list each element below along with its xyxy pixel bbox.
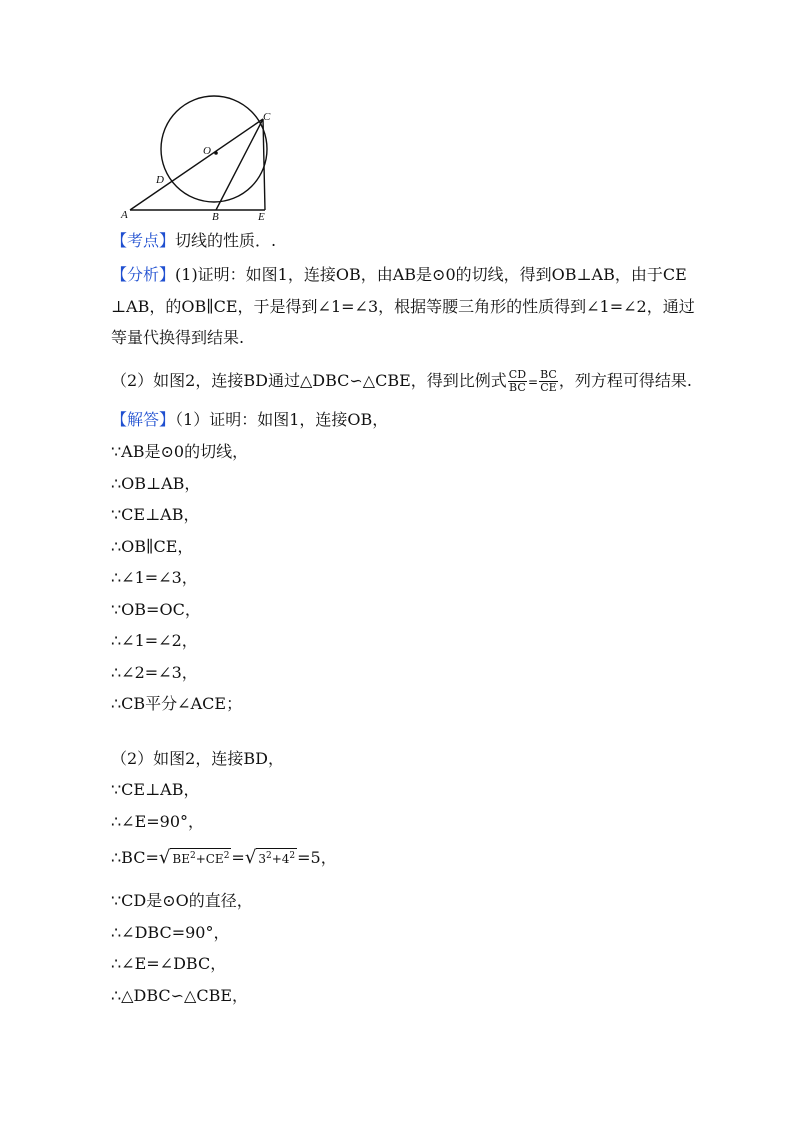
jieda-line-1 (111, 410, 388, 430)
exp-4: 2 (289, 851, 296, 861)
geometry-figure (112, 92, 292, 227)
bc-pre: ∴BC= (111, 848, 159, 867)
sqrt-plus-4: +4 (271, 852, 290, 866)
frac2-den: CE (540, 381, 557, 394)
bc-equation (111, 845, 337, 871)
fenxi-line-2: ⊥AB，的OB∥CE，于是得到∠1=∠3，根据等腰三角形的性质得到∠1=∠2，通过 (111, 297, 695, 316)
step-line: ∴∠E=90°， (111, 811, 205, 831)
frac1-den: BC (509, 381, 526, 394)
part2-heading: （2）如图2，连接BD， (111, 749, 284, 768)
label-d: D (156, 174, 164, 186)
label-o: O (203, 145, 211, 157)
fenxi-tag: 【分析】 (111, 265, 176, 284)
fenxi-line-3: 等量代换得到结果. (111, 328, 245, 347)
kaodian-text: 切线的性质．. (175, 231, 277, 250)
label-c: C (263, 111, 271, 123)
exp-3: 2 (265, 851, 272, 861)
step-line: ∴OB⊥AB， (111, 473, 201, 493)
exp-2: 2 (223, 851, 230, 861)
bc-tail: =5， (297, 848, 337, 867)
step-line: ∴∠DBC=90°， (111, 922, 230, 942)
radical-sign-2: √ (244, 847, 257, 868)
step-line: ∵CD是⊙O的直径， (111, 891, 253, 910)
step-line: ∵AB是⊙0的切线， (111, 442, 249, 461)
radical-sign: √ (158, 847, 171, 868)
step-line: ∴∠E=∠DBC， (111, 954, 227, 973)
sqrt-be-ce (170, 848, 231, 866)
sqrt-be: BE (172, 852, 190, 866)
fraction-cd-bc (508, 369, 527, 394)
frac2-num: BC (540, 368, 557, 381)
step-line: ∵CE⊥AB， (111, 780, 200, 799)
step-line: ∴∠1=∠2， (111, 631, 198, 650)
line-ac (130, 119, 263, 210)
step-line: ∴CB平分∠ACE； (111, 694, 243, 713)
sqrt-3-4 (256, 848, 297, 866)
center-dot (214, 151, 218, 155)
fenxi-line-4 (111, 363, 692, 400)
fenxi-text-1: (1)证明：如图1，连接OB，由AB是⊙0的切线，得到OB⊥AB，由于CE (175, 265, 687, 284)
jieda-tag: 【解答】 (111, 410, 176, 429)
step-line: ∵CE⊥AB， (111, 505, 200, 524)
kaodian-tag: 【考点】 (111, 231, 176, 250)
circle-o (161, 96, 267, 202)
line-bc (216, 119, 263, 210)
step-line: ∴△DBC∽△CBE， (111, 985, 249, 1005)
label-e: E (258, 211, 265, 223)
sqrt-plus-ce: +CE (195, 852, 224, 866)
step-line: ∴OB∥CE， (111, 536, 194, 556)
frac1-num: CD (508, 368, 527, 381)
kaodian-line (111, 231, 276, 251)
sqrt-3: 3 (258, 852, 266, 866)
frac-eq: = (528, 375, 539, 389)
jieda-first: （1）证明：如图1，连接OB， (175, 410, 389, 429)
fenxi-line-1 (111, 265, 687, 285)
step-line: ∵OB=OC， (111, 599, 201, 619)
exp-1: 2 (189, 851, 196, 861)
step-line: ∴∠2=∠3， (111, 662, 198, 682)
fenxi-text-4: （2）如图2，连接BD通过△DBC∽△CBE，得到比例式 (111, 371, 507, 390)
fenxi-text-4-post: ，列方程可得结果. (558, 371, 692, 390)
step-line: ∴∠1=∠3， (111, 568, 198, 587)
label-a: A (121, 209, 128, 221)
label-b: B (212, 211, 219, 223)
fraction-bc-ce (539, 369, 558, 394)
bc-eq: = (231, 848, 245, 867)
